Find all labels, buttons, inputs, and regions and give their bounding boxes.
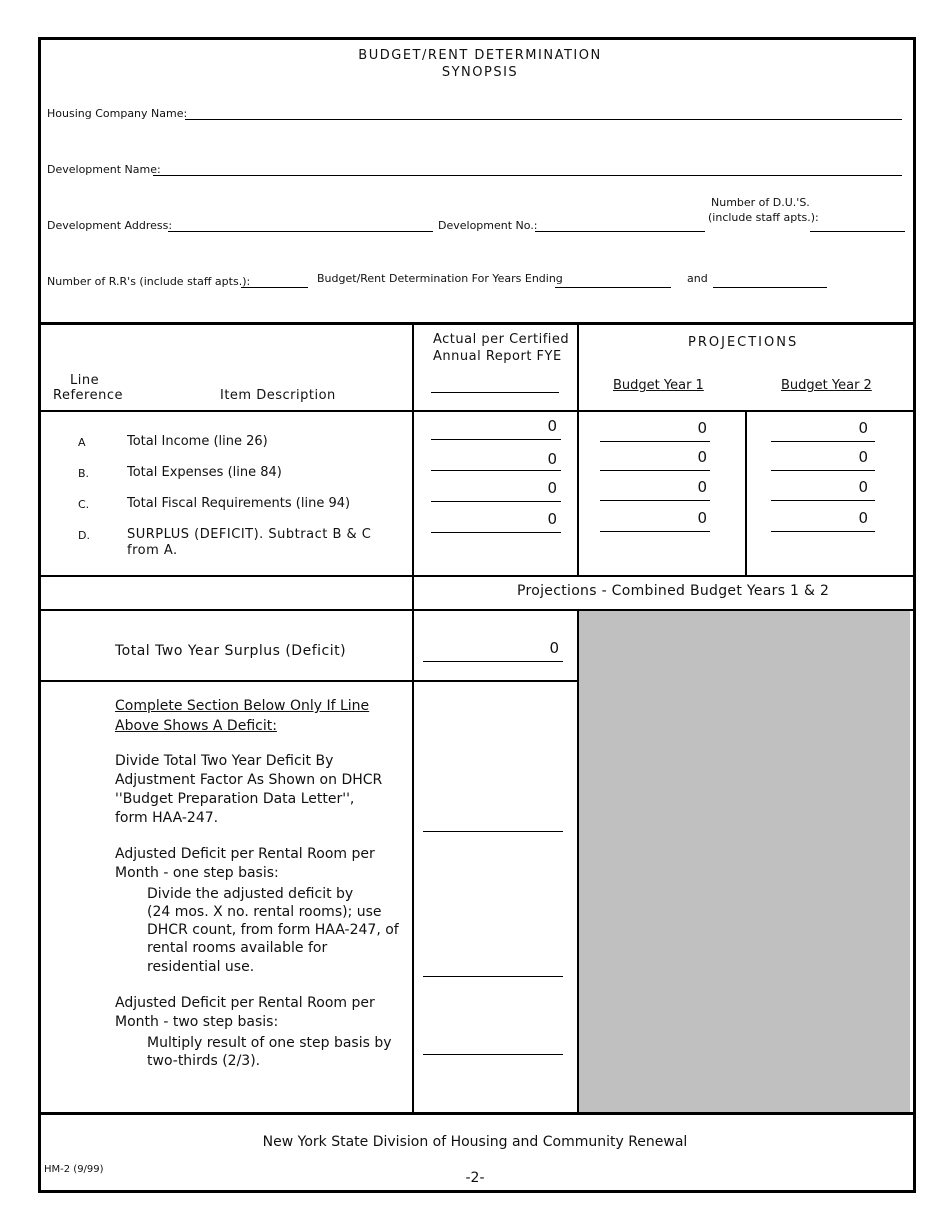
col-year-divider (745, 411, 747, 576)
row-year2-value[interactable]: 0 (858, 478, 868, 496)
row-year1-line (600, 531, 710, 532)
deficit-heading-2: Above Shows A Deficit: (115, 718, 277, 734)
projections-header: PROJECTIONS (688, 335, 799, 350)
row-year1-line (600, 500, 710, 501)
two-year-value[interactable]: 0 (549, 639, 559, 657)
dus-label: Number of D.U.'S. (711, 196, 810, 209)
form-subtitle: SYNOPSIS (441, 65, 519, 80)
row-ref: D. (78, 529, 90, 542)
combined-header: Projections - Combined Budget Years 1 & 2 (517, 583, 830, 599)
row-desc: Total Income (line 26) (127, 434, 268, 449)
divide-text-2: Adjustment Factor As Shown on DHCR (115, 772, 383, 788)
two-step-text-3: Multiply result of one step basis by (147, 1035, 392, 1051)
two-year-label: Total Two Year Surplus (Deficit) (115, 643, 347, 659)
two-step-text: Adjusted Deficit per Rental Room per (115, 995, 375, 1011)
adjusted-deficit-field[interactable] (423, 831, 563, 832)
fye-field[interactable] (431, 392, 559, 393)
header-rule (38, 410, 913, 412)
divide-text: Divide Total Two Year Deficit By (115, 753, 334, 769)
row-year2-value[interactable]: 0 (858, 448, 868, 466)
rows-rule (38, 575, 913, 577)
rrs-field[interactable] (241, 287, 308, 288)
development-address-label: Development Address: (47, 219, 173, 232)
row-year1-value[interactable]: 0 (697, 509, 707, 527)
one-step-text-3: Divide the adjusted deficit by (147, 886, 354, 902)
row-year2-value[interactable]: 0 (858, 419, 868, 437)
divide-text-3: ''Budget Preparation Data Letter'', (115, 791, 355, 807)
row-actual-line (431, 439, 561, 440)
form-id: HM-2 (9/99) (44, 1164, 104, 1175)
two-step-field[interactable] (423, 1054, 563, 1055)
row-year1-line (600, 470, 710, 471)
deficit-heading: Complete Section Below Only If Line (115, 698, 370, 714)
line-ref-header-2: Reference (53, 388, 123, 403)
row-year2-line (771, 441, 875, 442)
development-no-label: Development No.: (438, 219, 538, 232)
row-desc: SURPLUS (DEFICIT). Subtract B & C (127, 527, 372, 542)
page-number: -2- (465, 1170, 485, 1186)
row-ref: C. (78, 498, 90, 511)
row-actual-line (431, 470, 561, 471)
line-ref-header: Line (70, 373, 100, 388)
divide-text-4: form HAA-247. (115, 810, 219, 826)
development-no-field[interactable] (535, 231, 705, 232)
footer-rule (38, 1112, 913, 1115)
row-actual-line (431, 501, 561, 502)
row-ref: B. (78, 467, 90, 480)
and-label: and (687, 272, 708, 285)
rrs-label: Number of R.R's (include staff apts.): (47, 275, 251, 288)
development-name-field[interactable] (153, 175, 902, 176)
row-year1-line (600, 441, 710, 442)
development-address-field[interactable] (168, 231, 433, 232)
row-year1-value[interactable]: 0 (697, 419, 707, 437)
row-year1-value[interactable]: 0 (697, 478, 707, 496)
row-actual-value[interactable]: 0 (547, 417, 557, 435)
row-actual-line (431, 532, 561, 533)
row-desc-2: from A. (127, 543, 178, 558)
one-step-text-4: (24 mos. X no. rental rooms); use (147, 904, 382, 920)
col-projections-left (577, 323, 579, 576)
one-step-text-5: DHCR count, from form HAA-247, of (147, 922, 399, 938)
item-desc-header: Item Description (220, 388, 336, 403)
two-step-text-4: two-thirds (2/3). (147, 1053, 261, 1069)
row-actual-value[interactable]: 0 (547, 510, 557, 528)
development-name-label: Development Name: (47, 163, 161, 176)
housing-company-field[interactable] (185, 119, 902, 120)
actual-header: Actual per Certified (433, 332, 570, 347)
row-desc: Total Expenses (line 84) (127, 465, 282, 480)
housing-company-label: Housing Company Name: (47, 107, 188, 120)
one-step-text-7: residential use. (147, 959, 255, 975)
dus-field[interactable] (810, 231, 905, 232)
two-year-line (423, 661, 563, 662)
agency-name: New York State Division of Housing and Community Renewal (262, 1134, 688, 1150)
shaded-area (579, 611, 910, 1112)
one-step-field[interactable] (423, 976, 563, 977)
one-step-text: Adjusted Deficit per Rental Room per (115, 846, 375, 862)
form-title: BUDGET/RENT DETERMINATION (358, 48, 602, 63)
two-step-text-2: Month - two step basis: (115, 1014, 279, 1030)
section-divider (38, 322, 916, 325)
year-ending-1-field[interactable] (555, 287, 671, 288)
two-year-rule (38, 680, 578, 682)
row-year1-value[interactable]: 0 (697, 448, 707, 466)
year-ending-2-field[interactable] (713, 287, 827, 288)
one-step-text-2: Month - one step basis: (115, 865, 279, 881)
dus-label-note: (include staff apts.): (708, 211, 819, 224)
col-actual-left (412, 323, 414, 1113)
row-actual-value[interactable]: 0 (547, 450, 557, 468)
row-year2-value[interactable]: 0 (858, 509, 868, 527)
years-ending-label: Budget/Rent Determination For Years Ending (317, 272, 563, 285)
row-year2-line (771, 470, 875, 471)
row-desc: Total Fiscal Requirements (line 94) (127, 496, 351, 511)
row-actual-value[interactable]: 0 (547, 479, 557, 497)
one-step-text-6: rental rooms available for (147, 940, 328, 956)
budget-year-1-header: Budget Year 1 (613, 378, 704, 393)
actual-header-2: Annual Report FYE (433, 349, 562, 364)
row-year2-line (771, 531, 875, 532)
row-year2-line (771, 500, 875, 501)
budget-year-2-header: Budget Year 2 (781, 378, 872, 393)
row-ref: A (78, 436, 86, 449)
